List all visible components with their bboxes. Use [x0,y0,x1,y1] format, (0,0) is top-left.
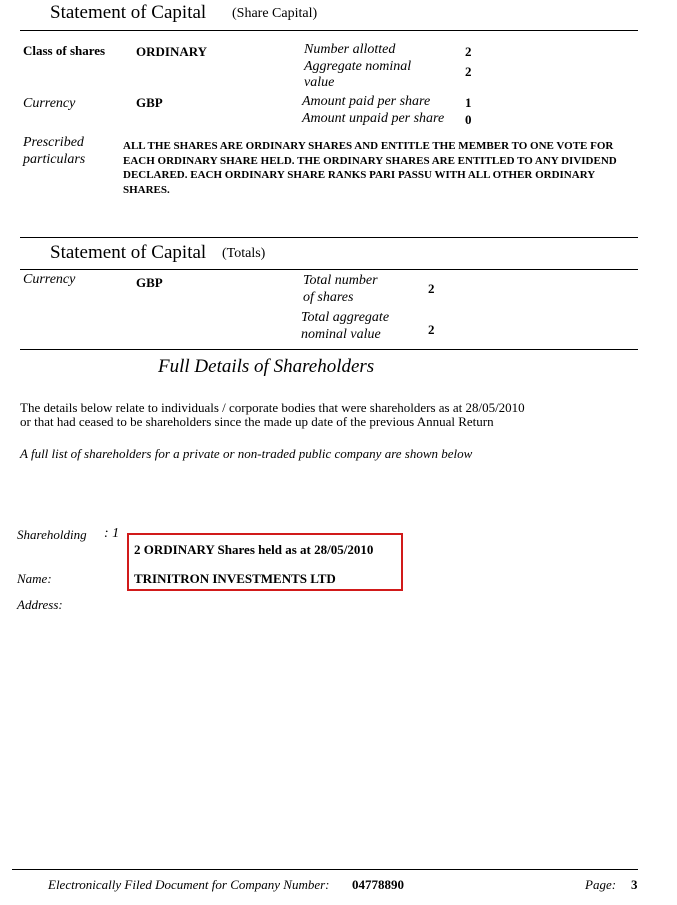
total-aggregate-value: 2 [428,322,435,337]
shareholding-label: Shareholding [17,527,87,542]
details-text-line1: The details below relate to individuals / corporate bodies that were shareholders as at 28/05/2010 [20,400,525,415]
prescribed-label-line1: Prescribed [23,135,84,150]
footer-page-label: Page: [585,877,617,892]
total-number-label-line2: of shares [303,290,354,305]
aggregate-nominal-label-line1: Aggregate nominal [304,59,412,74]
class-of-shares-value: ORDINARY [136,44,208,59]
footer-filed-text: Electronically Filed Document for Company Number: [48,877,330,892]
amount-unpaid-value: 0 [465,112,472,127]
number-allotted-value: 2 [465,44,472,59]
total-number-value: 2 [428,281,435,296]
name-label: Name: [17,571,52,586]
totals-currency-label: Currency [23,272,76,287]
number-allotted-label: Number allotted [304,42,396,57]
shareholders-heading: Full Details of Shareholders [158,356,375,377]
currency-value: GBP [136,95,163,110]
total-aggregate-label-line2: nominal value [301,327,381,342]
share-capital-title: Statement of Capital [50,2,207,23]
total-aggregate-label-line1: Total aggregate [301,310,390,325]
full-list-note: A full list of shareholders for a private or non-traded public company are shown below [20,446,473,461]
totals-currency-value: GBP [136,275,163,290]
total-number-label-line1: Total number [303,273,378,288]
footer-divider [12,869,638,870]
amount-paid-value: 1 [465,95,472,110]
prescribed-label-line2: particulars [23,152,86,167]
amount-paid-label: Amount paid per share [302,94,431,109]
section-divider [20,349,638,350]
aggregate-nominal-label-line2: value [304,75,335,90]
aggregate-nominal-value: 2 [465,64,472,79]
amount-unpaid-label: Amount unpaid per share [302,111,445,126]
shares-held-text: 2 ORDINARY Shares held as at 28/05/2010 [134,542,374,557]
section-divider [20,30,638,31]
share-capital-subtitle: (Share Capital) [232,6,318,21]
prescribed-particulars-text: ALL THE SHARES ARE ORDINARY SHARES AND ENTITLE THE MEMBER TO ONE VOTE FOR EACH ORDINARY SHARE HELD. THE ORDINARY SHARES ARE ENTITLED TO ANY DIVIDEND DECLARED. EACH ORDINARY SHARE RANKS PARI PASSU WITH ALL OTHER ORDINARY SHARES. [123,140,617,196]
shareholding-number: : 1 [104,526,120,541]
totals-subtitle: (Totals) [222,246,266,261]
section-divider [20,269,638,270]
address-label: Address: [17,597,63,612]
footer-page-number: 3 [631,877,638,892]
currency-label: Currency [23,96,76,111]
shareholder-name: TRINITRON INVESTMENTS LTD [134,571,336,586]
details-text-line2: or that had ceased to be shareholders since the made up date of the previous Annual Return [20,414,494,429]
footer-company-number: 04778890 [352,877,404,892]
totals-title: Statement of Capital [50,242,207,263]
section-divider [20,237,638,238]
class-of-shares-label: Class of shares [23,43,106,58]
